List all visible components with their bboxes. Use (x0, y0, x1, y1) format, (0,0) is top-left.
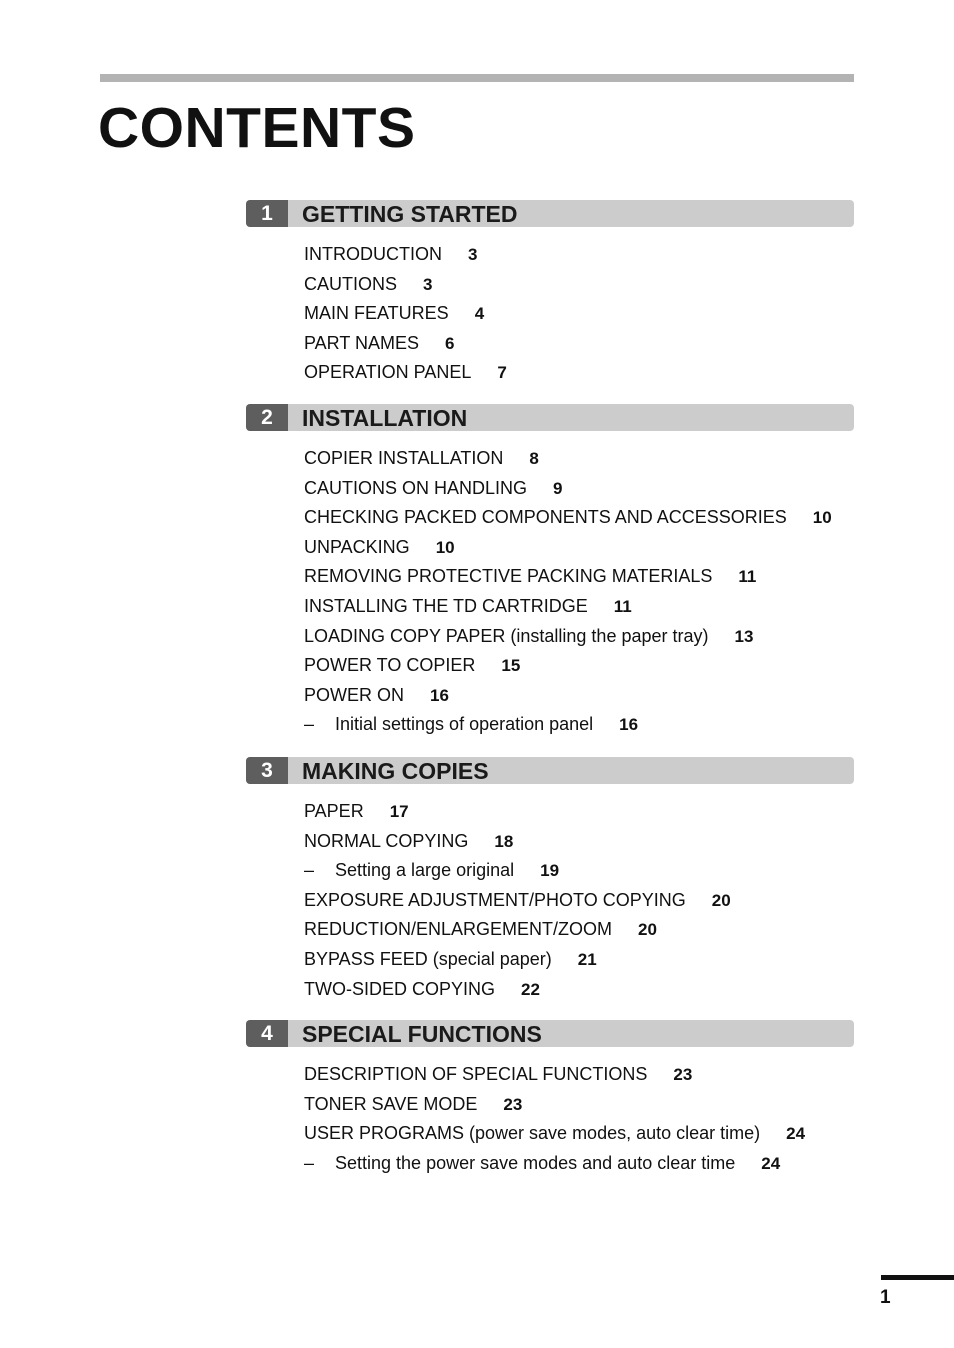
entry-page-number: 21 (577, 949, 597, 969)
entry-label: CAUTIONS (304, 273, 398, 294)
page-number: 1 (880, 1287, 891, 1308)
toc-entry[interactable] (304, 270, 854, 300)
toc-section (246, 757, 854, 1004)
entry-label: EXPOSURE ADJUSTMENT/PHOTO COPYING (304, 889, 686, 910)
entry-page-number: 19 (540, 861, 560, 881)
entry-page-number: 13 (734, 626, 754, 646)
entry-page-number: 23 (503, 1094, 523, 1114)
toc-entry[interactable] (304, 710, 854, 740)
toc-entry[interactable] (304, 444, 854, 474)
section-header (246, 404, 854, 431)
section-title: GETTING STARTED (302, 201, 518, 227)
toc-entry[interactable] (304, 915, 854, 945)
entry-page-number: 3 (423, 274, 433, 294)
section-number-badge: 2 (246, 404, 288, 431)
entry-page-number: 16 (430, 685, 449, 705)
toc-entry[interactable] (304, 240, 854, 270)
entry-label: PAPER (304, 801, 364, 821)
entry-label: NORMAL COPYING (304, 830, 469, 851)
toc-entry[interactable] (304, 592, 854, 622)
section-number-badge: 3 (246, 757, 288, 784)
entry-label: MAIN FEATURES (304, 303, 449, 324)
toc-entry[interactable] (304, 1119, 854, 1149)
toc-section (246, 200, 854, 388)
toc-entry[interactable] (304, 622, 854, 652)
entry-page-number: 16 (619, 715, 639, 735)
section-number-badge: 1 (246, 200, 288, 227)
entry-label: OPERATION PANEL (304, 362, 472, 383)
entry-dash: – (304, 1152, 315, 1173)
section-title: MAKING COPIES (302, 758, 489, 784)
toc-entry[interactable] (304, 1149, 854, 1179)
entry-page-number: 11 (613, 596, 632, 616)
section-entries (304, 1060, 854, 1178)
toc-entry[interactable] (304, 797, 854, 827)
section-title: INSTALLATION (302, 405, 468, 431)
entry-dash: – (304, 714, 315, 735)
entry-label: POWER TO COPIER (304, 655, 476, 676)
toc-entry[interactable] (304, 651, 854, 681)
entry-label: POWER ON (304, 684, 405, 705)
toc-section (246, 1020, 854, 1178)
toc-section (246, 404, 854, 740)
toc-entry[interactable] (304, 681, 854, 711)
entry-label: PART NAMES (304, 332, 420, 353)
toc-entry[interactable] (304, 1060, 854, 1090)
entry-page-number: 20 (711, 890, 731, 910)
entry-page-number: 22 (521, 979, 540, 999)
toc-entry[interactable] (304, 856, 854, 886)
entry-label: USER PROGRAMS (power save modes, auto clear time) (304, 1123, 761, 1144)
section-number-badge: 4 (246, 1020, 288, 1047)
entry-page-number: 3 (468, 245, 478, 264)
entry-page-number: 4 (474, 304, 485, 324)
entry-page-number: 17 (389, 802, 409, 821)
entry-page-number: 10 (435, 537, 455, 557)
entry-page-number: 9 (553, 478, 563, 498)
page-title: CONTENTS (98, 96, 416, 160)
entry-page-number: 10 (812, 508, 832, 528)
entry-page-number: 24 (761, 1153, 781, 1173)
entry-page-number: 7 (497, 363, 507, 383)
toc-entry[interactable] (304, 533, 854, 563)
toc-entry[interactable] (304, 827, 854, 857)
toc-entry[interactable] (304, 503, 854, 533)
section-header (246, 757, 854, 784)
entry-page-number: 11 (738, 567, 757, 587)
entry-label: INTRODUCTION (304, 244, 442, 264)
entry-dash: – (304, 860, 315, 881)
entry-label: LOADING COPY PAPER (installing the paper tray) (304, 625, 709, 646)
toc-entry[interactable] (304, 358, 854, 388)
toc-entry[interactable] (304, 886, 854, 916)
entry-label: CAUTIONS ON HANDLING (304, 477, 528, 498)
section-entries (304, 240, 854, 388)
toc-entry[interactable] (304, 474, 854, 504)
entry-page-number: 18 (494, 831, 514, 851)
page-number-rule (881, 1275, 954, 1280)
section-title: SPECIAL FUNCTIONS (302, 1021, 542, 1047)
entry-page-number: 24 (786, 1124, 806, 1144)
section-entries (304, 797, 854, 1004)
entry-label: BYPASS FEED (special paper) (304, 948, 552, 969)
top-rule (100, 74, 854, 82)
toc-entry[interactable] (304, 562, 854, 592)
section-entries (304, 444, 854, 740)
entry-label: Setting the power save modes and auto clear time (335, 1152, 736, 1173)
entry-label: REDUCTION/ENLARGEMENT/ZOOM (304, 919, 613, 940)
entry-page-number: 15 (501, 656, 521, 676)
entry-label: INSTALLING THE TD CARTRIDGE (304, 595, 588, 616)
entry-label: REMOVING PROTECTIVE PACKING MATERIALS (304, 566, 713, 587)
entry-label: DESCRIPTION OF SPECIAL FUNCTIONS (304, 1064, 648, 1084)
toc-entry[interactable] (304, 299, 854, 329)
entry-label: TWO-SIDED COPYING (304, 978, 496, 999)
section-header (246, 200, 854, 227)
toc-entry[interactable] (304, 945, 854, 975)
entry-label: Initial settings of operation panel (335, 714, 594, 735)
entry-page-number: 23 (673, 1065, 693, 1084)
entry-page-number: 20 (638, 920, 657, 940)
entry-page-number: 8 (529, 449, 539, 468)
entry-label: Setting a large original (335, 860, 515, 881)
toc-entry[interactable] (304, 1090, 854, 1120)
toc-entry[interactable] (304, 975, 854, 1005)
entry-page-number: 6 (445, 333, 455, 353)
section-header (246, 1020, 854, 1047)
toc-entry[interactable] (304, 329, 854, 359)
entry-label: COPIER INSTALLATION (304, 448, 504, 468)
entry-label: UNPACKING (304, 536, 410, 557)
entry-label: TONER SAVE MODE (304, 1093, 478, 1114)
entry-label: CHECKING PACKED COMPONENTS AND ACCESSORIES (304, 507, 787, 528)
